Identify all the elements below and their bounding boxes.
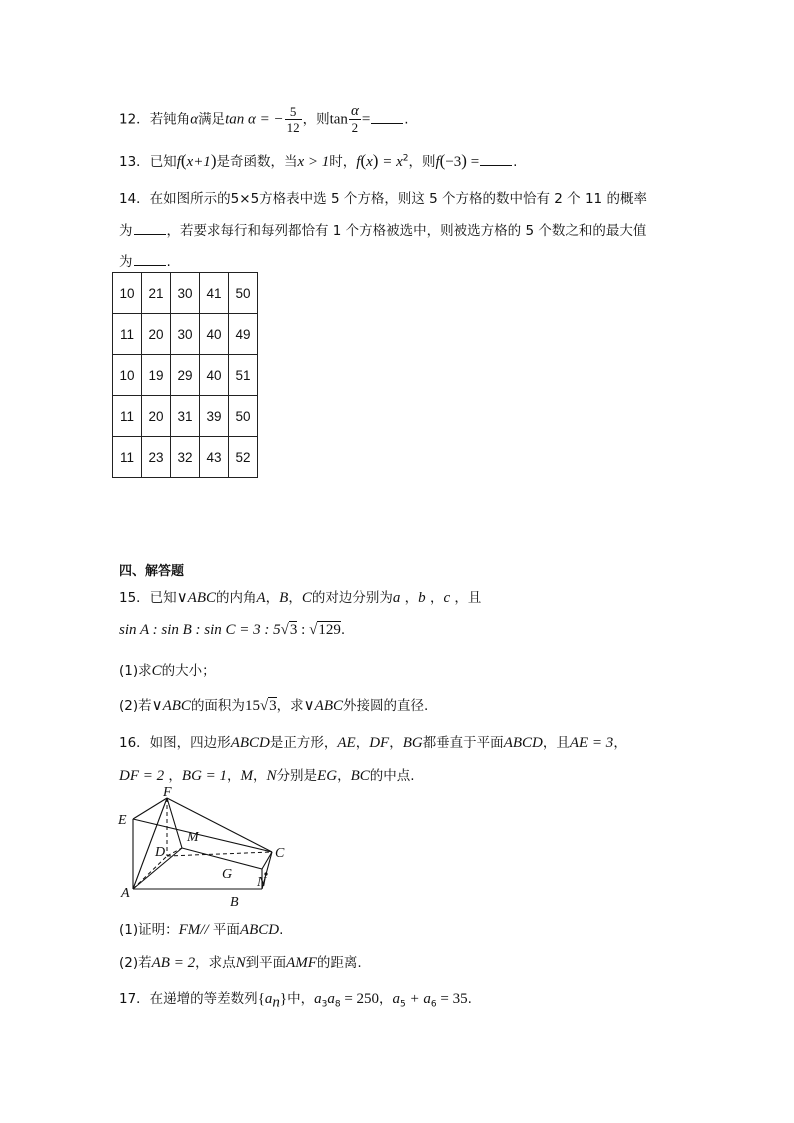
q14-answer-blank-1 <box>134 222 166 235</box>
edge-ef <box>133 798 167 819</box>
q15-p1-text: (1)求 <box>119 663 152 679</box>
q17-sub8: 8 <box>334 999 341 1010</box>
table-cell: 21 <box>142 273 171 314</box>
q16-p1-parallel: // <box>200 922 209 938</box>
label-a: A <box>121 886 130 901</box>
q16-p2-text: 到平面 <box>245 955 287 971</box>
q16-ae: AE <box>337 735 356 751</box>
table-cell: 19 <box>142 355 171 396</box>
q12-tan-expr: tan α = − <box>225 111 284 128</box>
table-row <box>113 314 258 355</box>
q13-text: 已知 <box>149 154 177 170</box>
q15-dot: . <box>340 622 346 638</box>
q16-p1-end: . <box>279 922 284 938</box>
q12-tan: tan <box>329 111 348 128</box>
table-cell: 49 <box>229 314 258 355</box>
q16-p2-text: ，求点 <box>195 955 236 971</box>
q15-p2-text: 外接圆的直径. <box>342 698 429 714</box>
q12-frac-den: 12 <box>286 120 300 135</box>
table-cell: 11 <box>113 396 142 437</box>
q13-text: 时， <box>329 154 357 170</box>
q16-p2-text: 的距离. <box>316 955 362 971</box>
q15-p1-C: C <box>151 663 162 679</box>
table-cell: 10 <box>113 355 142 396</box>
q16-text: 的中点. <box>369 768 415 784</box>
q15-p1-text: 的大小； <box>161 663 216 679</box>
q16-ae-eq: AE = 3 <box>569 735 614 751</box>
q15-p2-text: ，求 <box>276 698 304 714</box>
q16-text: 分别是 <box>276 768 318 784</box>
q12-eq: = <box>361 111 371 128</box>
q17-a5: a <box>392 991 401 1007</box>
q13-arg: x <box>366 154 373 170</box>
q17-plus: + a <box>405 991 431 1007</box>
q15-C: C <box>301 590 312 606</box>
q15-colon: : <box>297 622 310 638</box>
table-cell: 39 <box>200 396 229 437</box>
label-g: G <box>222 867 233 882</box>
q16-text: ，且 <box>542 735 570 751</box>
q13-f: f <box>356 154 361 170</box>
q15-text: 的内角 <box>216 590 257 606</box>
question-14-line2 <box>119 219 646 239</box>
q16-p1-abcd: ABCD <box>239 922 280 938</box>
q17-seq: a <box>264 991 273 1007</box>
question-15-part1 <box>119 659 216 680</box>
q16-df: DF <box>369 735 390 751</box>
table-row <box>113 396 258 437</box>
q14-text: 为 <box>119 223 133 239</box>
q12-end: . <box>404 111 409 128</box>
q15-B: B <box>279 590 289 606</box>
q13-end: . <box>513 154 518 170</box>
section-heading: 四、解答题 <box>119 564 185 579</box>
q13-number: 13． <box>119 154 150 170</box>
q13-f: f <box>176 154 181 170</box>
q15-sqrt3: 3 <box>289 622 298 638</box>
table-cell: 23 <box>142 437 171 478</box>
table-row <box>113 355 258 396</box>
table-cell: 50 <box>229 273 258 314</box>
q17-eq1: = 250 <box>340 991 380 1007</box>
q15-text: ，且 <box>454 590 482 606</box>
q15-text: 的对边分别为 <box>311 590 393 606</box>
q16-p1-text: (1)证明： <box>119 922 179 938</box>
q17-sub5: 5 <box>400 999 406 1010</box>
q12-text: ，则 <box>302 111 330 128</box>
label-d: D <box>155 845 166 860</box>
question-13: 13．已知f(x+1)是奇函数，当x > 1时，$f(x) = x^2$，则f(−3) = . <box>119 151 518 170</box>
edge-fc <box>167 798 272 852</box>
q13-eq: = x <box>378 154 403 170</box>
q13-f: f <box>435 154 440 170</box>
q16-p1-text: 平面 <box>208 922 240 938</box>
q13-cond: x > 1 <box>297 154 330 170</box>
edge-mg <box>182 848 262 869</box>
table-cell: 10 <box>113 273 142 314</box>
table-cell: 30 <box>171 314 200 355</box>
q17-a3: a <box>314 991 322 1007</box>
q16-bc: BC <box>350 768 370 784</box>
q15-sqrt129: 129 <box>318 622 341 638</box>
q16-p2-ab: AB = 2 <box>151 955 196 971</box>
q14-answer-blank-2 <box>134 253 166 266</box>
q17-seq-sub: n <box>272 994 280 1011</box>
q15-p2-triangle: ∨ABC <box>303 698 343 714</box>
table-cell: 32 <box>171 437 200 478</box>
table-row <box>113 273 258 314</box>
q16-n: N <box>266 768 277 784</box>
q16-p1-fm: FM <box>178 922 201 938</box>
q13-text: 是奇函数，当 <box>216 154 298 170</box>
geometry-figure <box>112 786 302 911</box>
question-16-line2: DF = 2 ，BG = 1，M，N分别是EG，BC的中点. <box>119 768 415 784</box>
q12-half-num: α <box>350 103 359 119</box>
question-16-part1 <box>119 918 283 939</box>
q14-text: ，若要求每行和每列都恰有 1 个方格被选中，则被选方格的 5 个数之和的最大值 <box>166 223 647 239</box>
table-cell: 41 <box>200 273 229 314</box>
q12-answer-blank <box>371 111 403 124</box>
q16-comma: ， <box>613 735 627 751</box>
question-15-ratio: sin A : sin B : sin C = 3 : 5√3 : √129. <box>119 622 346 638</box>
q15-A: A <box>256 590 266 606</box>
label-n: N <box>257 875 267 890</box>
table-cell: 20 <box>142 314 171 355</box>
q16-text: 16．如图，四边形 <box>119 735 231 751</box>
table-cell: 11 <box>113 314 142 355</box>
table-cell: 51 <box>229 355 258 396</box>
q12-half-fraction <box>349 104 361 135</box>
q17-a8: a <box>327 991 335 1007</box>
table-cell: 52 <box>229 437 258 478</box>
q12-fraction <box>285 104 302 135</box>
table-cell: 31 <box>171 396 200 437</box>
label-e: E <box>118 813 127 828</box>
table-cell: 40 <box>200 355 229 396</box>
q15-triangle: ∨ABC <box>176 590 216 606</box>
table-row <box>113 437 258 478</box>
q17-sub3: 3 <box>321 999 328 1010</box>
edge-gc <box>262 852 272 869</box>
q15-p2-text: 的面积为 <box>190 698 245 714</box>
edge-ad-dashed <box>133 856 167 889</box>
q12-text: 若钝角 <box>149 111 191 128</box>
table-cell: 29 <box>171 355 200 396</box>
q13-arg: −3 <box>445 154 462 170</box>
q16-abcd: ABCD <box>230 735 270 751</box>
question-17: 17．在递增的等差数列$\{a_n\}$中，$a_3a_8 = 250$，$a_5 + a_6 = 35$. <box>119 991 472 1011</box>
q13-answer-blank <box>480 153 512 166</box>
q15-c: c <box>443 590 451 606</box>
q16-abcd: ABCD <box>503 735 543 751</box>
q15-text: 15．已知 <box>119 590 177 606</box>
q15-ratio: sin A : sin B : sin C = 3 : 5 <box>119 622 281 638</box>
q16-bg-eq: BG = 1 <box>181 768 228 784</box>
q17-end: . <box>467 991 472 1007</box>
edge-fm <box>167 798 182 848</box>
q13-power: 2 <box>402 153 409 164</box>
table-cell: 40 <box>200 314 229 355</box>
table-cell: 50 <box>229 396 258 437</box>
table-cell: 11 <box>113 437 142 478</box>
q16-p2-n: N <box>235 955 246 971</box>
q16-p2-text: (2)若 <box>119 955 152 971</box>
question-12 <box>119 104 409 135</box>
q12-number: 12． <box>119 111 150 128</box>
q15-p2-triangle: ∨ABC <box>151 698 191 714</box>
table-cell: 43 <box>200 437 229 478</box>
q14-text: 为 <box>119 254 133 270</box>
edge-ec <box>133 819 272 852</box>
q17-text: 17．在递增的等差数列 <box>119 991 258 1007</box>
question-16: 16．如图，四边形ABCD是正方形，AE，DF，BG都垂直于平面ABCD，且AE = 3， <box>119 735 627 751</box>
q15-p2-text: (2)若 <box>119 698 152 714</box>
q17-eq2: = 35 <box>436 991 468 1007</box>
q16-text: 是正方形， <box>269 735 338 751</box>
label-b: B <box>230 895 239 910</box>
label-f: F <box>163 786 172 800</box>
q13-arg: x+1 <box>186 154 211 170</box>
q16-text: 都垂直于平面 <box>422 735 504 751</box>
question-14-line3 <box>119 250 171 270</box>
q16-p2-amf: AMF <box>286 955 317 971</box>
q13-text: ，则 <box>408 154 436 170</box>
q12-alpha: α <box>190 111 199 128</box>
q12-half-den: 2 <box>351 120 359 135</box>
q16-m: M <box>240 768 254 784</box>
q17-sub6: 6 <box>430 999 437 1010</box>
q14-text: . <box>166 254 171 270</box>
table-cell: 30 <box>171 273 200 314</box>
question-14-line1: 14．在如图所示的5×5方格表中选 5 个方格，则这 5 个方格的数中恰有 2 个 11 的概率 <box>119 191 647 207</box>
q16-bg: BG <box>402 735 423 751</box>
q13-eq: = <box>466 154 480 170</box>
q12-frac-num: 5 <box>285 104 302 120</box>
q17-comma: ， <box>379 991 393 1007</box>
q17-text: 中， <box>287 991 315 1007</box>
label-c: C <box>275 846 285 861</box>
q12-text: 满足 <box>198 111 226 128</box>
q15-b: b <box>418 590 426 606</box>
question-15-part2: (2)若∨ABC的面积为15√3，求∨ABC外接圆的直径. <box>119 698 429 714</box>
q15-p2-sqrt: 3 <box>269 698 277 714</box>
number-grid-table <box>112 272 258 478</box>
q16-eg: EG <box>317 768 338 784</box>
q16-df-eq: DF = 2 <box>119 768 165 784</box>
table-cell: 20 <box>142 396 171 437</box>
question-16-part2 <box>119 951 362 972</box>
q15-p2-area: 15 <box>244 698 260 714</box>
label-m: M <box>187 830 199 845</box>
question-15: 15．已知∨ABC的内角A，B，C的对边分别为a ，b ，c ，且 <box>119 590 482 606</box>
q15-a: a <box>392 590 401 606</box>
